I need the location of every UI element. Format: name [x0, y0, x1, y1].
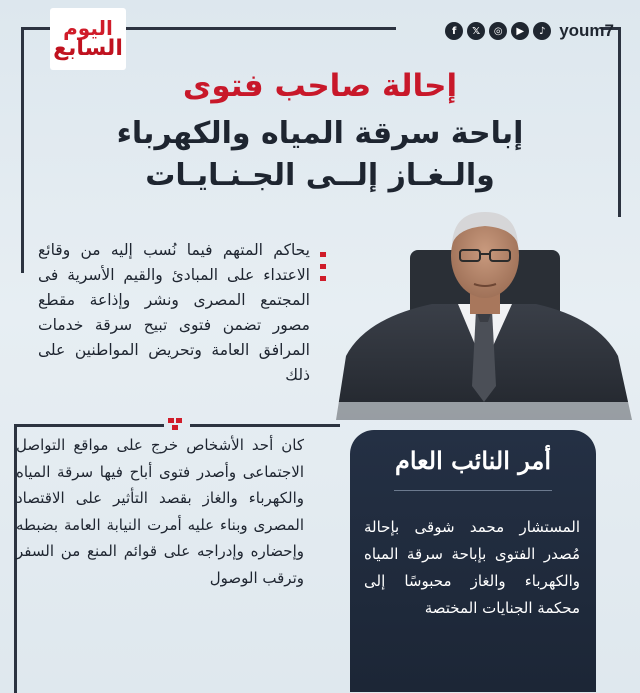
youtube-icon[interactable]: ▶: [511, 22, 529, 40]
paragraph-charges: يحاكم المتهم فيما نُسب إليه من وقائع الاعتداء على المبادئ والقيم الأسرية فى المجتمع المصرى ونشر وإذاعة مقطع مصور تضمن فتوى تبيح سرقة خدمات المرافق العامة وتحريض المواطنين على ذلك: [38, 241, 310, 384]
bullet-marker-2c: [172, 425, 178, 430]
frame-mid-right: [190, 424, 340, 427]
logo-line2: السابع: [53, 36, 123, 61]
panel-title: أمر النائب العام: [395, 446, 551, 475]
instagram-icon[interactable]: ◎: [489, 22, 507, 40]
x-icon[interactable]: 𝕏: [467, 22, 485, 40]
social-bar: [445, 21, 614, 41]
bullet-marker-1b: [320, 264, 326, 269]
headline-main: إحالة صاحب فتوى: [182, 68, 458, 104]
youm7-logo[interactable]: [50, 8, 126, 70]
frame-top-mid: [126, 27, 396, 30]
bullet-marker-2b: [176, 418, 182, 423]
bullet-marker-1c: [320, 276, 326, 281]
headline-sub-line1: إباحة سرقة المياه والكهرباء: [116, 116, 524, 151]
bullet-marker-2a: [168, 418, 174, 423]
bullet-marker-1a: [320, 252, 326, 257]
prosecutor-order-panel: [350, 430, 596, 692]
headline-sub: [0, 113, 640, 197]
frame-mid-left: [14, 424, 164, 427]
panel-text: المستشار محمد شوقى بإحالة مُصدر الفتوى بإباحة سرقة المياه والكهرباء والغاز محبوسًا إلى محكمة الجنايات المختصة: [364, 518, 580, 617]
prosecutor-portrait: [336, 206, 632, 420]
tiktok-icon[interactable]: ♪: [533, 22, 551, 40]
frame-top-left: [21, 27, 51, 30]
panel-divider: [394, 490, 552, 491]
paragraph-background: كان أحد الأشخاص خرج على مواقع التواصل الاجتماعى وأصدر فتوى أباح فيها سرقة المياه والكهرباء والغاز بقصد التأثير على الاقتصاد المصرى وبناء عليه أمرت النيابة العامة بضبطه وإحضاره وإدراجه على قوائم المنع من السفر وترقب الوصول: [16, 436, 304, 587]
facebook-icon[interactable]: f: [445, 22, 463, 40]
social-handle[interactable]: youm7: [559, 21, 614, 40]
logo-line1: اليوم: [63, 16, 113, 40]
headline-sub-line2: والـغـاز إلــى الجـنـايـات: [145, 158, 495, 193]
